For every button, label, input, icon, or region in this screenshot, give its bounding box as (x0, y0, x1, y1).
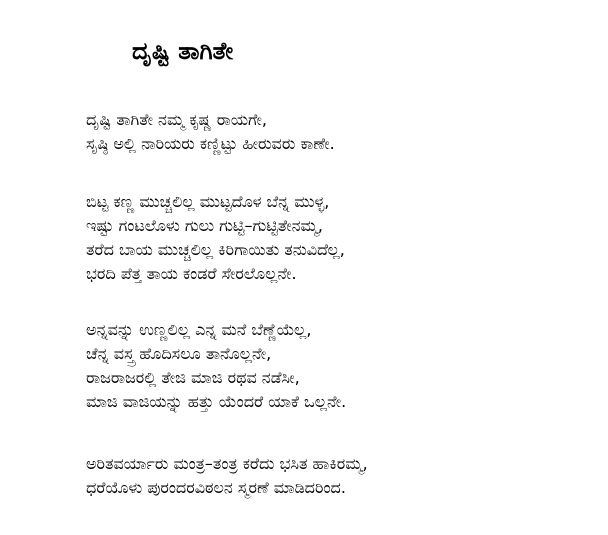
stanza-1 (86, 108, 335, 156)
stanza-2 (86, 190, 345, 286)
poem-title: ದೃಷ್ಟಿ ತಾಗಿತೇ (132, 37, 234, 65)
poem-line: ಬಿಟ್ಟ ಕಣ್ಣ ಮುಚ್ಚಲಿಲ್ಲ ಮುಟ್ಟದೊಳ ಬೆನ್ನ ಮುಳ್ಳ, (86, 192, 330, 211)
poem-line: ಅರಿತವರ್ಯಾರು ಮಂತ್ರ–ತಂತ್ರ ಕರೆದು ಭಸಿತ ಹಾಕಿರಮ್ಮ, (86, 454, 368, 473)
stanza-3 (86, 318, 346, 414)
poem-line: ಸೃಷ್ಠಿ ಅಲ್ಲಿ ನಾರಿಯರು ಕಣ್ಣಿಟ್ಟು ಹೀರುವರು ಕಾಣೇ. (86, 134, 335, 153)
poem-line: ಭರದಿ ಪೆತ್ತ ತಾಯ ಕಂಡರೆ ಸೇರಲೊಲ್ಲನೇ. (86, 264, 297, 283)
poem-line: ರಾಜರಾಜರಲ್ಲಿ ತೇಜಿ ಮಾಜಿ ರಥವ ನಡೆಸೀ, (86, 368, 300, 387)
poem-line: ದೃಷ್ಟಿ ತಾಗಿತೇ ನಮ್ಮ ಕೃಷ್ಣ ರಾಯಗೇ, (86, 110, 267, 129)
poem-line: ತರೆದ ಬಾಯ ಮುಚ್ಚಲಿಲ್ಲ ಕಿರಿಗಾಯಿತು ತನುವಿದೆಲ್ಲ, (86, 240, 345, 259)
poem-line: ಚೆನ್ನ ವಸ್ತ್ರ ಹೊದಿಸಲೂ ತಾನೊಲ್ಲನೇ, (86, 344, 272, 363)
poem-line: ಅನ್ನವನ್ನು ಉಣ್ಣಲಿಲ್ಲ ಎನ್ನ ಮನೆ ಬೆಣ್ಣೆಯೆಲ್ಲ, (86, 320, 312, 339)
poem-line: ಇಷ್ಟು ಗಂಟಲೊಳು ಗುಲು ಗುಟ್ಟಿ–ಗುಟ್ಟಿತೇನಮ್ಮ, (86, 216, 323, 235)
poem-line: ಧರೆಯೊಳು ಪುರಂದರವಿಠಲನ ಸ್ಮರಣೆ ಮಾಡಿದರಿಂದ. (86, 478, 346, 497)
stanza-4 (86, 452, 368, 500)
poem-line: ಮಾಜಿ ವಾಜಿಯನ್ನು ಹತ್ತು ಯೆಂದರೆ ಯಾಕೆ ಒಲ್ಲನೇ. (86, 392, 347, 411)
